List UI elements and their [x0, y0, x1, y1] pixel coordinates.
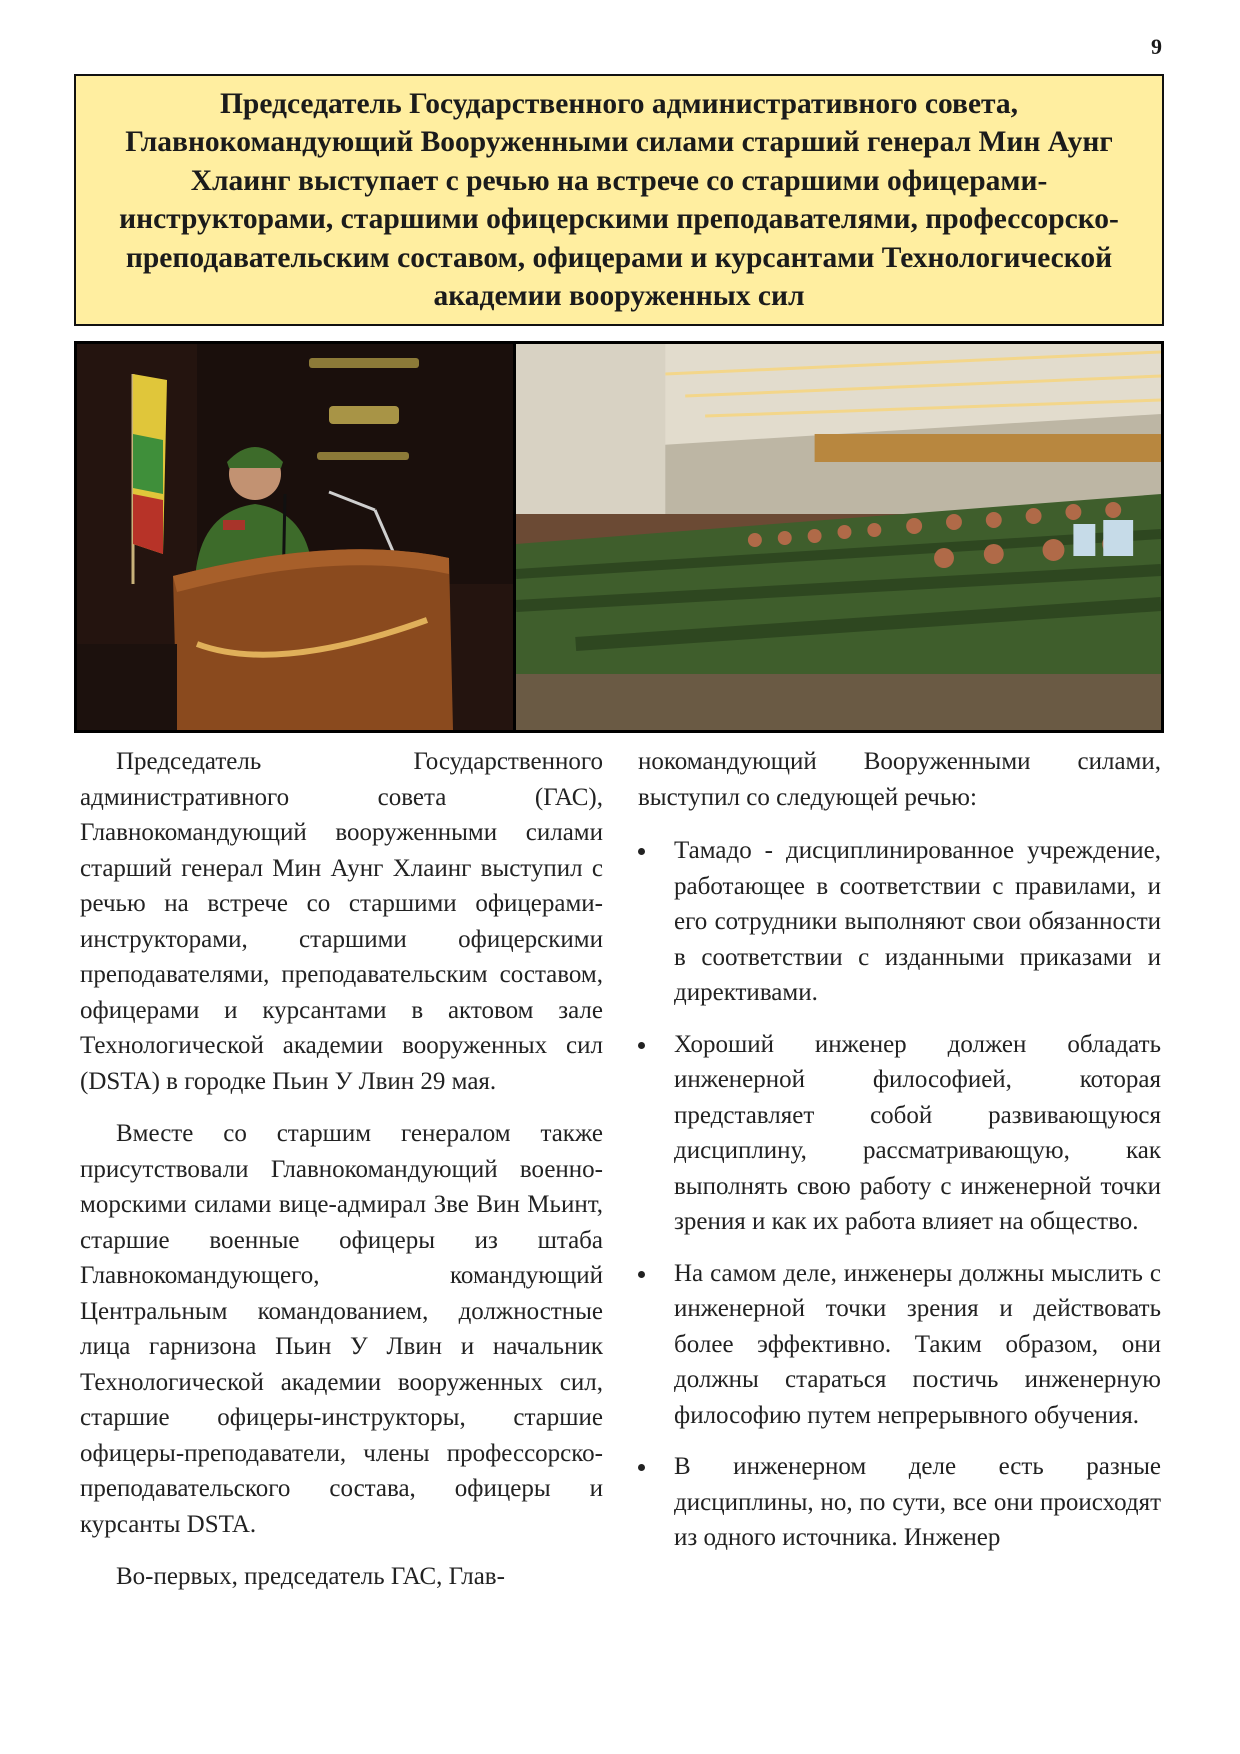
bullet-icon	[638, 1042, 645, 1049]
assembly-hall-illustration	[516, 344, 1161, 730]
speech-points-list	[638, 833, 1161, 1556]
general-speaking-illustration	[77, 344, 513, 730]
right-column	[638, 744, 1161, 1572]
page-number: 9	[1151, 34, 1162, 59]
list-item	[638, 1027, 1161, 1240]
assembly-hall-photo	[516, 344, 1161, 730]
body-paragraph: Председатель Государственного административного совета (ГАС), Главнокомандующий вооруженными силами старший генерал Мин Аунг Хлаинг выступил с речью на встрече со старшими офицерами-инструкторами, старшими офицерскими преподавателями, преподавательским составом, офицерами и курсантами в актовом зале Технологической академии вооруженных сил (DSTA) в городке Пьин У Лвин 29 мая.	[80, 748, 603, 1095]
photo-strip	[74, 341, 1164, 733]
list-item	[638, 833, 1161, 1011]
list-item	[638, 1449, 1161, 1556]
list-item-text: На самом деле, инженеры должны мыслить с инженерной точки зрения и действовать более эффективно. Таким образом, они должны стараться постичь инженерную философию путем непрерывного обучения.	[674, 1259, 1161, 1429]
body-paragraph: Во-первых, председатель ГАС, Глав-	[116, 1563, 505, 1590]
left-column	[80, 744, 603, 1612]
list-item-text: Тамадо - дисциплинированное учреждение, работающее в соответствии с правилами, и его сотрудники выполняют свои обязанности в соответствии с изданными приказами и директивами.	[674, 837, 1161, 1006]
list-item	[638, 1256, 1161, 1434]
headline-box	[74, 74, 1164, 326]
headline: Председатель Государственного административного совета, Главнокомандующий Вооруженными силами старший генерал Мин Аунг Хлаинг выступает с речью на встрече со старшими офицерами-инструкторами, старшими офицерскими преподавателями, профессорско-преподавательским составом, офицерами и курсантами Технологической академии вооруженных сил	[119, 87, 1119, 312]
general-speaking-photo	[77, 344, 513, 730]
body-paragraph: Вместе со старшим генералом также присутствовали Главнокомандующий военно-морскими силами вице-адмирал Зве Вин Мьинт, старшие военные офицеры из штаба Главнокомандующего, командующий Центральным командованием, должностные лица гарнизона Пьин У Лвин и начальник Технологической академии вооруженных сил, старшие офицеры-инструкторы, старшие офицеры-преподаватели, члены профессорско-преподавательского состава, офицеры и курсанты DSTA.	[80, 1120, 603, 1538]
bullet-icon	[638, 848, 645, 855]
continued-paragraph: нокомандующий Вооруженными силами, выступил со следующей речью:	[638, 748, 1161, 811]
list-item-text: В инженерном деле есть разные дисциплины, но, по сути, все они происходят из одного источника. Инженер	[674, 1453, 1161, 1551]
list-item-text: Хороший инженер должен обладать инженерной философией, которая представляет собой развивающуюся дисциплину, рассматривающую, как выполнять свою работу с инженерной точки зрения и как их работа влияет на общество.	[674, 1030, 1161, 1235]
bullet-icon	[638, 1464, 645, 1471]
bullet-icon	[638, 1271, 645, 1278]
